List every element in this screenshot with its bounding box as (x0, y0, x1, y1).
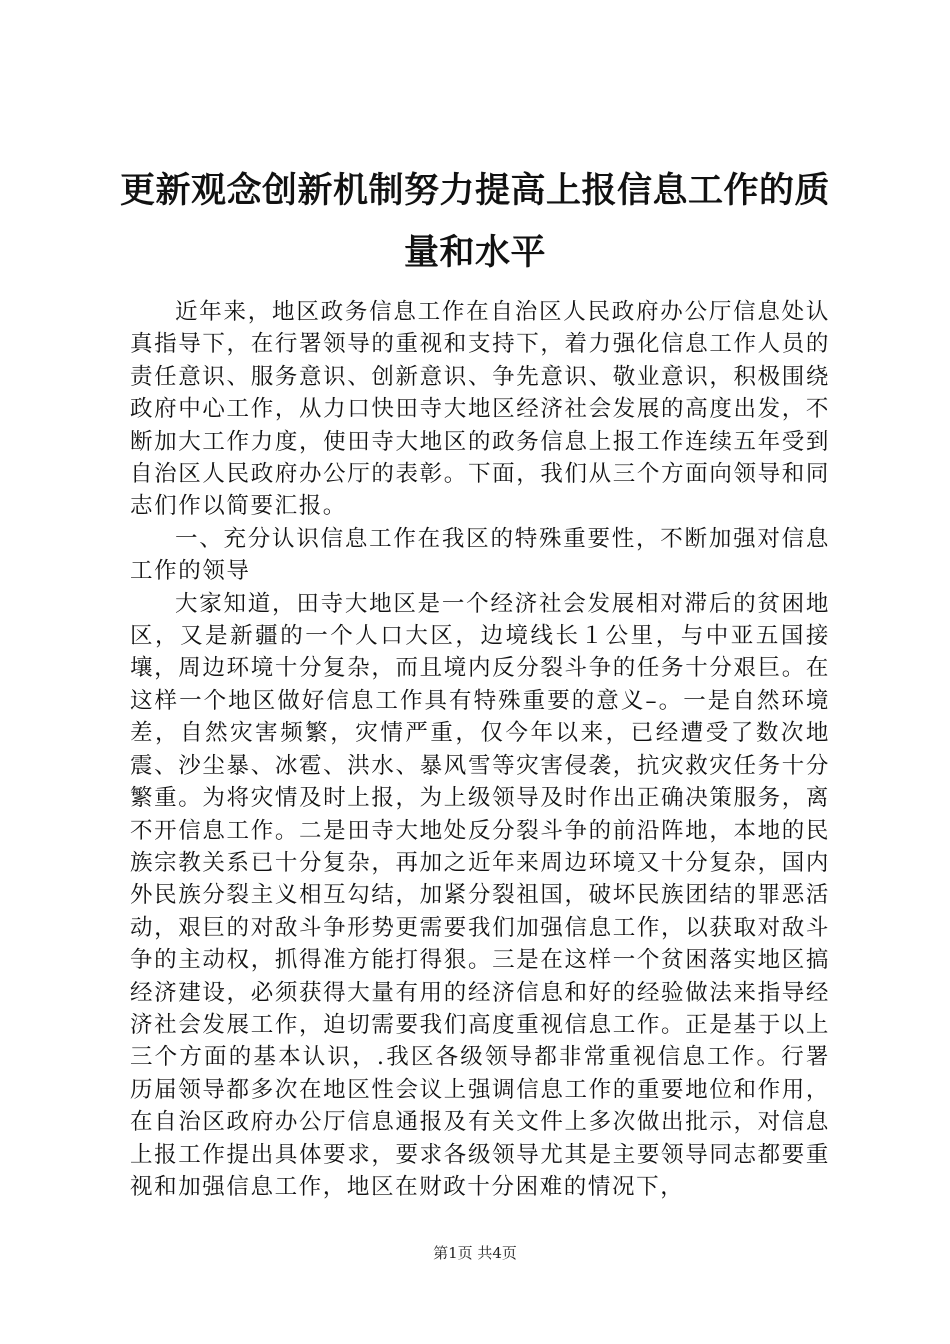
document-body (130, 296, 830, 1203)
document-title: 更新观念创新机制努力提高上报信息工作的质量和水平 (119, 171, 830, 273)
paragraph-intro: 近年来，地区政务信息工作在自治区人民政府办公厅信息处认真指导下，在行署领导的重视和支持下，着力强化信息工作人员的责任意识、服务意识、创新意识、争先意识、敬业意识，积极围绕政府中心工作，从力口快田寺大地区经济社会发展的高度出发，不断加大工作力度，使田寺大地区的政务信息上报工作连续五年受到自治区人民政府办公厅的表彰。下面，我们从三个方面向领导和同志们作以简要汇报。 (130, 299, 830, 520)
page-footer: 第1页 共4页 (433, 1244, 517, 1262)
section-heading-1: 一、充分认识信息工作在我区的特殊重要性，不断加强对信息工作的领导 (130, 525, 830, 585)
paragraph-section-1: 大家知道，田寺大地区是一个经济社会发展相对滞后的贫困地区，又是新疆的一个人口大区，边境线长１公里，与中亚五国接壤，周边环境十分复杂，而且境内反分裂斗争的任务十分艰巨。在这样一个地区做好信息工作具有特殊重要的意义–。一是自然环境差，自然灾害频繁，灾情严重，仅今年以来，已经遭受了数次地震、沙尘暴、冰雹、洪水、暴风雪等灾害侵袭，抗灾救灾任务十分繁重。为将灾情及时上报，为上级领导及时作出正确决策服务，离不开信息工作。二是田寺大地处反分裂斗争的前沿阵地，本地的民族宗教关系已十分复杂，再加之近年来周边环境又十分复杂，国内外民族分裂主义相互勾结，加紧分裂祖国，破坏民族团结的罪恶活动，艰巨的对敌斗争形势更需要我们加强信息工作，以获取对敌斗争的主动权，抓得准方能打得狠。三是在这样一个贫困落实地区搞经济建设，必须获得大量有用的经济信息和好的经验做法来指导经济社会发展工作，迫切需要我们高度重视信息工作。正是基于以上三个方面的基本认识，.我区各级领导都非常重视信息工作。行署历届领导都多次在地区性会议上强调信息工作的重要地位和作用，在自治区政府办公厅信息通报及有关文件上多次做出批示，对信息上报工作提出具体要求，要求各级领导尤其是主要领导同志都要重视和加强信息工作，地区在财政十分困难的情况下， (130, 590, 830, 1200)
